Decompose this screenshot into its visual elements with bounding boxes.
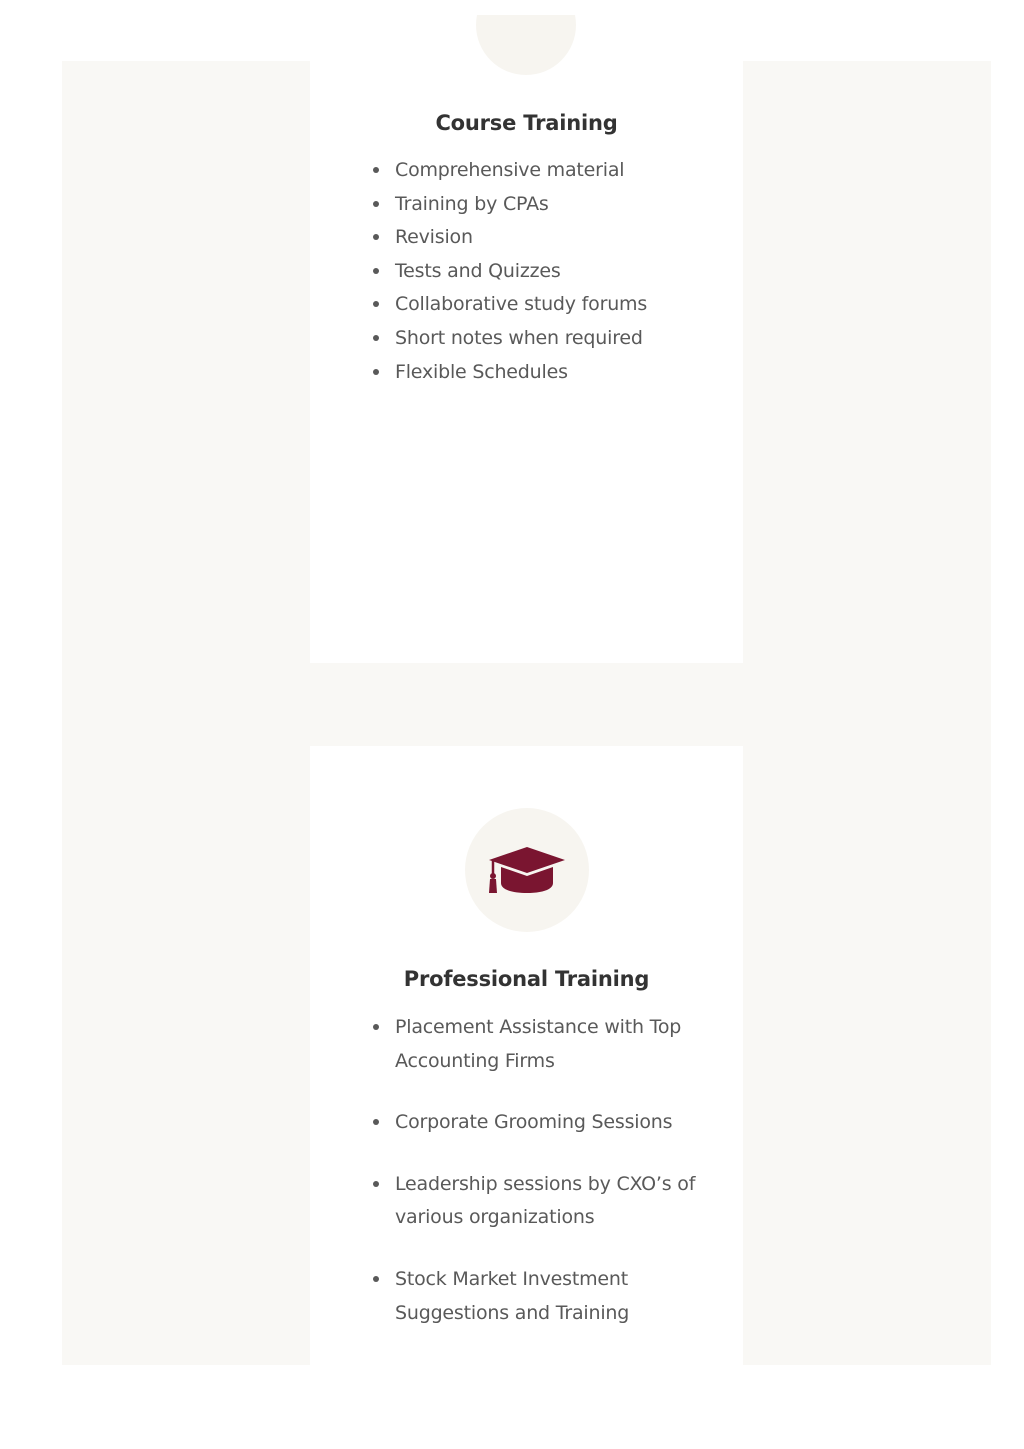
- list-item: Tests and Quizzes: [372, 255, 712, 289]
- list-item: Leadership sessions by CXO’s of various organizations: [372, 1168, 712, 1235]
- professional-training-list: [372, 1011, 712, 1330]
- list-item: Collaborative study forums: [372, 288, 712, 322]
- professional-training-icon-circle: [465, 808, 589, 932]
- professional-training-title: Professional Training: [403, 967, 650, 991]
- list-item: Corporate Grooming Sessions: [372, 1106, 712, 1140]
- course-training-title: Course Training: [435, 111, 618, 135]
- list-item: Placement Assistance with Top Accounting Firms: [372, 1011, 712, 1078]
- course-training-list: [372, 154, 712, 389]
- list-item: Stock Market Investment Suggestions and Training: [372, 1263, 712, 1330]
- list-item: Training by CPAs: [372, 188, 712, 222]
- course-training-icon-circle: [476, 15, 576, 75]
- list-item: Comprehensive material: [372, 154, 712, 188]
- graduation-cap-icon: [487, 845, 567, 897]
- list-item: Revision: [372, 221, 712, 255]
- list-item: Short notes when required: [372, 322, 712, 356]
- list-item: Flexible Schedules: [372, 356, 712, 390]
